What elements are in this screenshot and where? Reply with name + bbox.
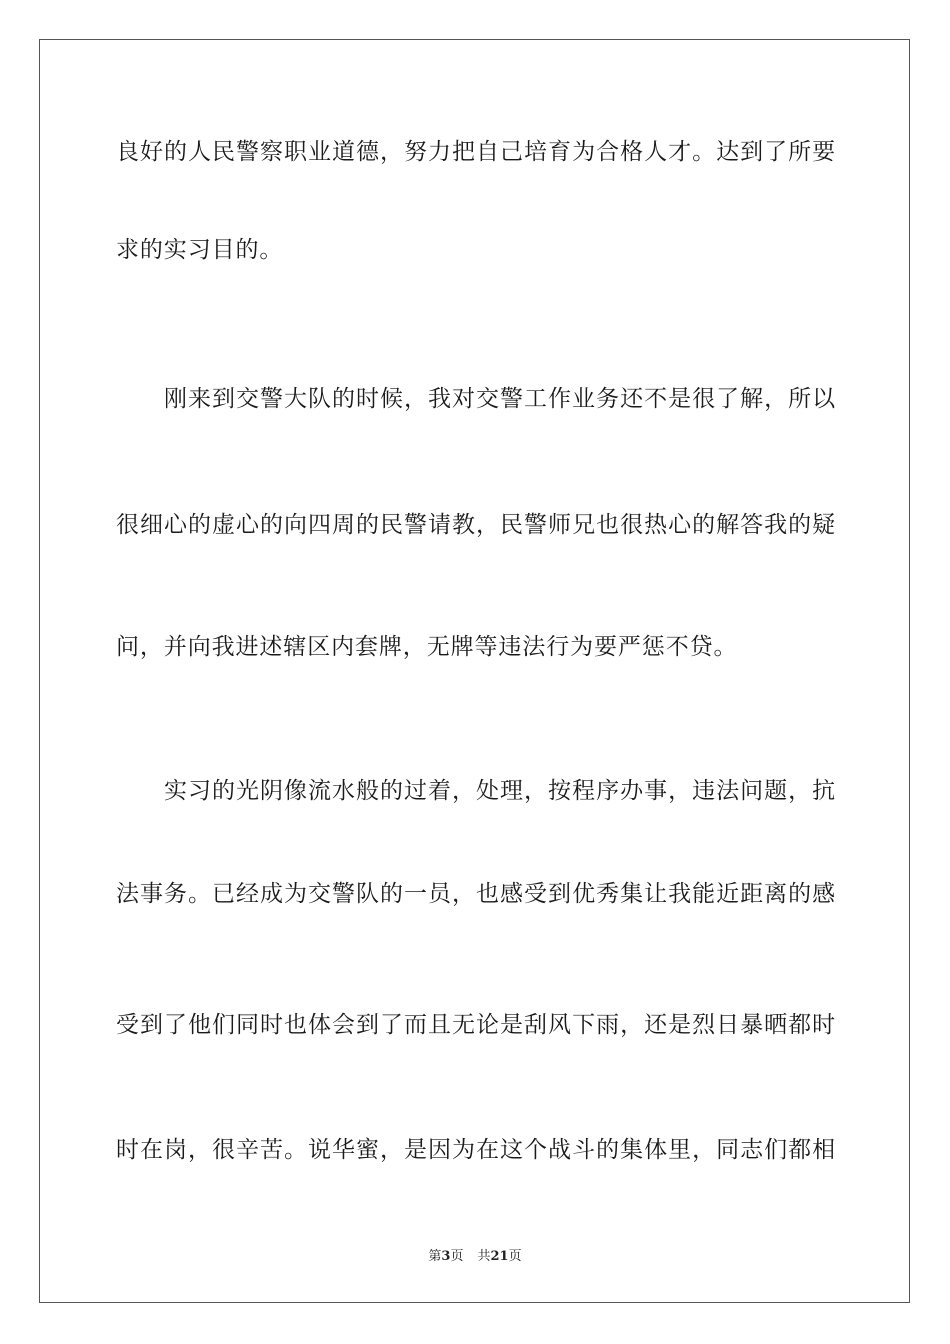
body-line-9: 时在岗，很辛苦。说华蜜，是因为在这个战斗的集体里，同志们都相 <box>116 1137 836 1163</box>
body-line-6: 实习的光阴像流水般的过着，处理，按程序办事，违法问题，抗 <box>164 778 836 804</box>
page-border <box>39 39 910 1303</box>
footer-page-prefix: 第 <box>428 1249 442 1264</box>
footer-page-suffix: 页 <box>450 1249 464 1264</box>
body-line-1: 良好的人民警察职业道德，努力把自己培育为合格人才。达到了所要 <box>116 139 836 165</box>
footer-total-pages: 21 <box>490 1249 509 1264</box>
page-footer <box>0 1248 950 1266</box>
footer-page-number: 3 <box>441 1249 451 1264</box>
body-line-5: 问，并向我进述辖区内套牌，无牌等违法行为要严惩不贷。 <box>116 634 738 660</box>
footer-total-suffix: 页 <box>508 1249 522 1264</box>
footer-total-prefix: 共 <box>477 1249 491 1264</box>
body-line-8: 受到了他们同时也体会到了而且无论是刮风下雨，还是烈日暴晒都时 <box>116 1012 836 1038</box>
body-line-2: 求的实习目的。 <box>116 237 284 263</box>
body-line-7: 法事务。已经成为交警队的一员，也感受到优秀集让我能近距离的感 <box>116 881 836 907</box>
body-line-3: 刚来到交警大队的时候，我对交警工作业务还不是很了解，所以 <box>164 386 836 412</box>
body-line-4: 很细心的虚心的向四周的民警请教，民警师兄也很热心的解答我的疑 <box>116 512 836 538</box>
